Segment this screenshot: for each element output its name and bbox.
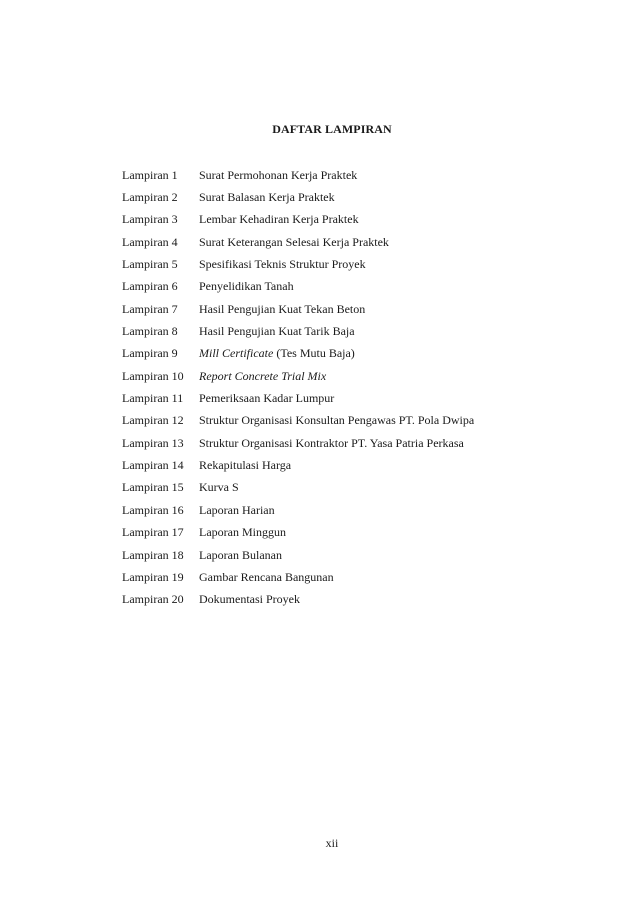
appendix-label: Lampiran 16 (122, 502, 184, 517)
list-item (122, 589, 542, 611)
appendix-label: Lampiran 10 (122, 368, 184, 383)
list-item (122, 298, 542, 320)
appendix-label: Lampiran 7 (122, 301, 178, 316)
list-item (122, 544, 542, 566)
list-item (122, 253, 542, 275)
appendix-label: Lampiran 20 (122, 592, 184, 607)
page-number: xii (325, 836, 339, 850)
appendix-title: Penyelidikan Tanah (199, 279, 294, 294)
list-item (122, 320, 542, 342)
list-item (122, 522, 542, 544)
list-item (122, 231, 542, 253)
italic-term: Report Concrete Trial Mix (199, 368, 327, 383)
appendix-title: Surat Permohonan Kerja Praktek (199, 167, 358, 182)
appendix-label: Lampiran 11 (122, 391, 184, 406)
appendix-label: Lampiran 19 (122, 569, 184, 584)
appendix-title (199, 369, 542, 384)
appendix-title: Struktur Organisasi Kontraktor PT. Yasa Patria Perkasa (199, 435, 464, 450)
list-item (122, 164, 542, 186)
appendix-title: Rekapitulasi Harga (199, 458, 292, 473)
appendix-label: Lampiran 4 (122, 234, 178, 249)
list-item (122, 432, 542, 454)
appendix-label: Lampiran 3 (122, 212, 178, 227)
appendix-label: Lampiran 6 (122, 279, 178, 294)
appendix-label: Lampiran 17 (122, 525, 184, 540)
appendix-title: Struktur Organisasi Konsultan Pengawas PT. Pola Dwipa (199, 413, 475, 428)
appendix-label: Lampiran 9 (122, 346, 178, 361)
list-item (122, 454, 542, 476)
list-item (122, 499, 542, 521)
appendix-title: Gambar Rencana Bangunan (199, 569, 334, 584)
appendix-title: Pemeriksaan Kadar Lumpur (199, 391, 335, 406)
list-item (122, 410, 542, 432)
appendix-title: Surat Balasan Kerja Praktek (199, 190, 335, 205)
appendix-title: Hasil Pengujian Kuat Tekan Beton (199, 301, 366, 316)
appendix-label: Lampiran 8 (122, 324, 178, 339)
appendix-title: Laporan Minggun (199, 525, 286, 540)
list-item (122, 477, 542, 499)
appendix-label: Lampiran 13 (122, 435, 184, 450)
appendix-label: Lampiran 12 (122, 413, 184, 428)
appendix-label: Lampiran 15 (122, 480, 184, 495)
italic-term: Mill Certificate (199, 346, 274, 361)
list-item (122, 343, 542, 365)
appendix-list (122, 164, 542, 611)
list-item (122, 566, 542, 588)
appendix-label: Lampiran 5 (122, 257, 178, 272)
list-item (122, 387, 542, 409)
appendix-title: Kurva S (199, 480, 239, 495)
appendix-title: Hasil Pengujian Kuat Tarik Baja (199, 324, 355, 339)
appendix-title: Spesifikasi Teknis Struktur Proyek (199, 257, 366, 272)
appendix-label: Lampiran 2 (122, 190, 178, 205)
appendix-title: Dokumentasi Proyek (199, 592, 300, 607)
appendix-label: Lampiran 14 (122, 458, 184, 473)
list-item (122, 276, 542, 298)
appendix-title: Laporan Harian (199, 502, 275, 517)
appendix-title: Mill Certificate (Tes Mutu Baja) (199, 346, 355, 361)
list-item (122, 365, 542, 387)
appendix-label: Lampiran 18 (122, 547, 184, 562)
appendix-title: Surat Keterangan Selesai Kerja Praktek (199, 234, 389, 249)
list-item (122, 209, 542, 231)
appendix-title: Lembar Kehadiran Kerja Praktek (199, 212, 359, 227)
appendix-label: Lampiran 1 (122, 167, 178, 182)
list-item (122, 186, 542, 208)
page-title: DAFTAR LAMPIRAN (272, 122, 392, 136)
appendix-title: Laporan Bulanan (199, 547, 282, 562)
